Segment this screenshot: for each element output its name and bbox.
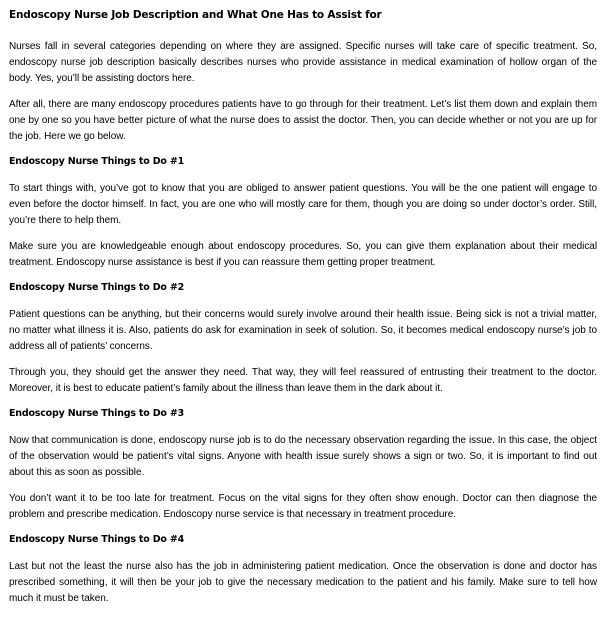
section-4	[9, 533, 597, 607]
article-title: Endoscopy Nurse Job Description and What One Has to Assist for	[9, 9, 382, 21]
section-heading: Endoscopy Nurse Things to Do #3	[9, 408, 184, 419]
intro-paragraph: After all, there are many endoscopy procedures patients have to go through for their treatment. Let’s list them down and explain them one by one so you have better picture of what the nurse does to assist the doctor. Then, you can decide whether or not you are up for the job. Here we go below.	[9, 99, 597, 142]
article	[9, 8, 597, 617]
section-paragraph: To start things with, you’ve got to know that you are obliged to answer patient questions. You will be the one patient will engage to even before the doctor himself. In fact, you are one who will mostly care for them, though you are doing so under doctor’s order. Still, you’re there to help them.	[9, 183, 597, 226]
section-paragraph: You don’t want it to be too late for treatment. Focus on the vital signs for they often show enough. Doctor can then diagnose the problem and prescribe medication. Endoscopy nurse service is that necessary in treatment procedure.	[9, 493, 597, 520]
section-paragraph: Patient questions can be anything, but their concerns would surely involve around their health issue. Being sick is not a trivial matter, no matter what illness it is. Also, patients do ask for examination in seek of solution. So, it becomes medical endoscopy nurse’s job to address all of patients’ concerns.	[9, 309, 597, 352]
section-3	[9, 407, 597, 523]
section-heading: Endoscopy Nurse Things to Do #1	[9, 156, 184, 167]
intro-paragraph: Nurses fall in several categories depending on where they are assigned. Specific nurses will take care of specific treatment. So, endoscopy nurse job description basically describes nurses who provide assistance in medical examination of hollow organ of the body. Yes, you’ll be assisting doctors here.	[9, 41, 597, 84]
section-paragraph: Now that communication is done, endoscopy nurse job is to do the necessary observation regarding the issue. In this case, the object of the observation would be patient’s vital signs. Anyone with health issue surely shows a sign or two. So, it is important to find out about this as soon as possible.	[9, 435, 597, 478]
section-heading: Endoscopy Nurse Things to Do #2	[9, 282, 184, 293]
section-paragraph: Make sure you are knowledgeable enough about endoscopy procedures. So, you can give them explanation about their medical treatment. Endoscopy nurse assistance is best if you can reassure them getting proper treatment.	[9, 241, 597, 268]
section-paragraph: Last but not the least the nurse also has the job in administering patient medication. Once the observation is done and doctor has prescribed something, it will then be your job to give the necessary medication to the patient and his family. Make sure to tell how much it must be taken.	[9, 561, 597, 604]
section-1	[9, 155, 597, 271]
section-paragraph: Through you, they should get the answer they need. That way, they will feel reassured of entrusting their treatment to the doctor. Moreover, it is best to educate patient’s family about the illness than leave them in the dark about it.	[9, 367, 597, 394]
section-heading: Endoscopy Nurse Things to Do #4	[9, 534, 184, 545]
section-2	[9, 281, 597, 397]
